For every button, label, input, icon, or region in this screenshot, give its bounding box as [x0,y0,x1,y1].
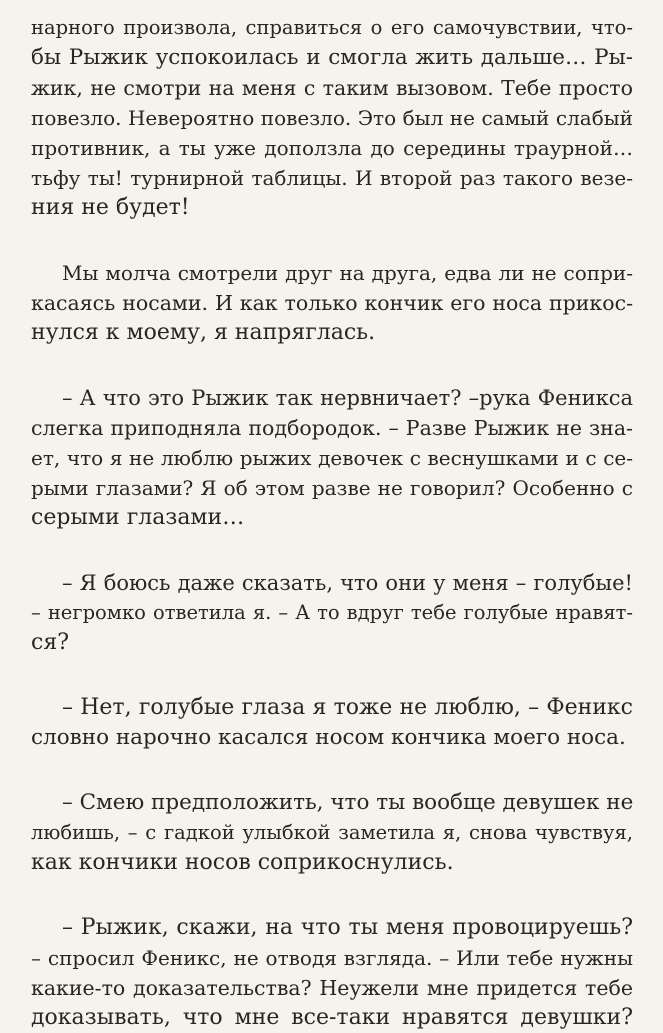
text-line: нулся к моему, я напряглась. [31,320,376,345]
text-line: противник, а ты уже доползла до середины траурной… [31,136,633,160]
paragraph-3 [31,383,633,533]
paragraph-4 [31,568,633,658]
text-line: ся? [31,630,69,655]
text-line: любишь, – с гадкой улыбкой заметила я, снова чувствуя, [31,821,633,844]
text-line: слегка приподняла подбородок. – Разве Рыжик не зна- [31,416,633,440]
paragraph-2 [31,258,633,348]
text-line: повезло. Невероятно повезло. Это был не самый слабый [31,106,633,130]
text-line: – Смею предположить, что ты вообще девушек не [62,790,634,815]
paragraph-1 [31,13,633,223]
text-line: – Нет, голубые глаза я тоже не люблю, – Феникс [62,695,633,720]
text-line: рыми глазами? Я об этом разве не говорил? Особенно с [31,476,633,500]
paragraph-6 [31,788,633,878]
text-line: жик, не смотри на меня с таким вызовом. Тебе просто [31,76,633,100]
text-line: словно нарочно касался носом кончика моего носа. [31,725,626,750]
text-line: бы Рыжик успокоилась и смогла жить дальше… Ры- [31,45,633,70]
text-line: нарного произвола, справиться о его самочувствии, что- [31,16,633,39]
paragraph-5 [31,693,633,753]
text-line: доказывать, что мне все-таки нравятся девушки? [31,1005,633,1030]
text-line: ет, что я не люблю рыжих девочек с веснушками и с се- [31,446,633,470]
text-line: серыми глазами… [31,505,245,530]
text-line: какие-то доказательства? Неужели мне придется тебе [31,976,633,1000]
text-line: Мы молча смотрели друг на друга, едва ли не сопри- [62,261,633,285]
text-line: касаясь носами. И как только кончик его носа прикос- [31,291,633,315]
text-line: – Я боюсь даже сказать, что они у меня – голубые! [62,571,633,595]
text-line: ния не будет! [31,195,190,220]
text-line: – спросил Феникс, не отводя взгляда. – Или тебе нужны [31,946,633,970]
paragraph-7 [31,913,633,1033]
text-line: как кончики носов соприкоснулись. [31,850,454,875]
text-line: – А что это Рыжик так нервничает? –рука Феникса [62,386,633,410]
text-line: тьфу ты! турнирной таблицы. И второй раз такого везе- [31,166,633,190]
text-line: – Рыжик, скажи, на что ты меня провоцируешь? [62,915,633,940]
text-line: – негромко ответила я. – А то вдруг тебе голубые нравят- [31,601,633,624]
